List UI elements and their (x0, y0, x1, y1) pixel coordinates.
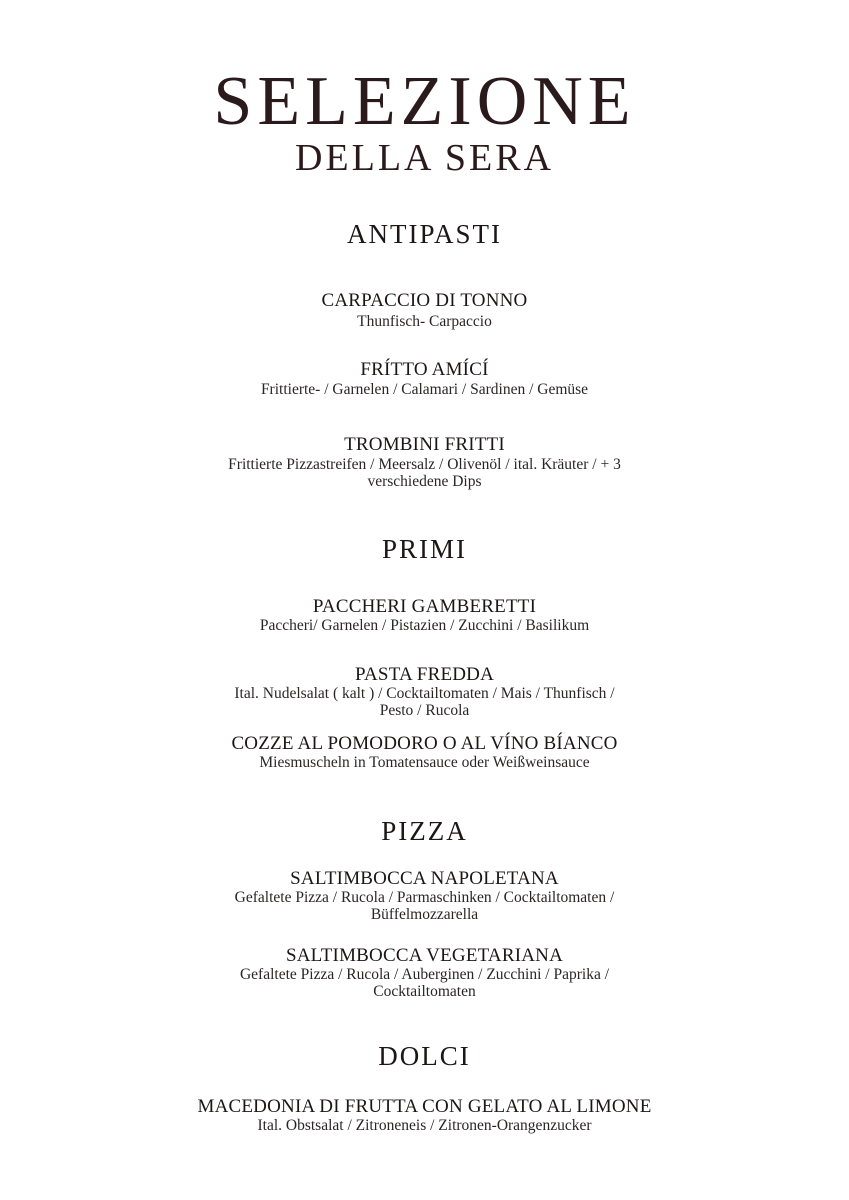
section-heading-dolci: DOLCI (378, 1041, 471, 1071)
dish-description: Frittierte Pizzastreifen / Meersalz / Olivenöl / ital. Kräuter / + 3 (228, 456, 621, 473)
dish-description: verschiedene Dips (367, 473, 482, 490)
dish-name: MACEDONIA DI FRUTTA CON GELATO AL LIMONE (197, 1096, 652, 1117)
dish-name: COZZE AL POMODORO O AL VÍNO BÍANCO (231, 733, 618, 754)
dish-description: Cocktailtomaten (373, 983, 476, 1000)
section-heading-antipasti: ANTIPASTI (346, 219, 503, 249)
section-heading-pizza: PIZZA (381, 816, 468, 846)
section-heading-primi: PRIMI (381, 534, 467, 564)
dish-description: Büffelmozzarella (370, 906, 479, 923)
dish-name: SALTIMBOCCA VEGETARIANA (285, 945, 564, 966)
menu-title: SELEZIONE (213, 63, 636, 140)
menu-subtitle: DELLA SERA (294, 137, 555, 179)
dish-name: FRÍTTO AMÍCÍ (360, 359, 489, 380)
dish-description: Frittierte- / Garnelen / Calamari / Sardinen / Gemüse (260, 381, 589, 398)
dish-description: Ital. Nudelsalat ( kalt ) / Cocktailtomaten / Mais / Thunfisch / (234, 685, 615, 702)
dish-name: PASTA FREDDA (354, 664, 495, 685)
dish-name: SALTIMBOCCA NAPOLETANA (290, 868, 559, 889)
dish-description: Gefaltete Pizza / Rucola / Auberginen / Zucchini / Paprika / (239, 966, 610, 983)
dish-description: Ital. Obstsalat / Zitroneneis / Zitronen-Orangenzucker (257, 1117, 592, 1134)
dish-description: Miesmuscheln in Tomatensauce oder Weißweinsauce (259, 754, 590, 771)
dish-name: TROMBINI FRITTI (344, 434, 505, 455)
dish-name: CARPACCIO DI TONNO (321, 290, 528, 311)
dish-description: Pesto / Rucola (379, 702, 470, 719)
dish-description: Gefaltete Pizza / Rucola / Parmaschinken / Cocktailtomaten / (234, 889, 615, 906)
dish-description: Paccheri/ Garnelen / Pistazien / Zucchini / Basilikum (259, 617, 590, 634)
dish-description: Thunfisch- Carpaccio (357, 313, 492, 330)
dish-name: PACCHERI GAMBERETTI (312, 596, 537, 617)
